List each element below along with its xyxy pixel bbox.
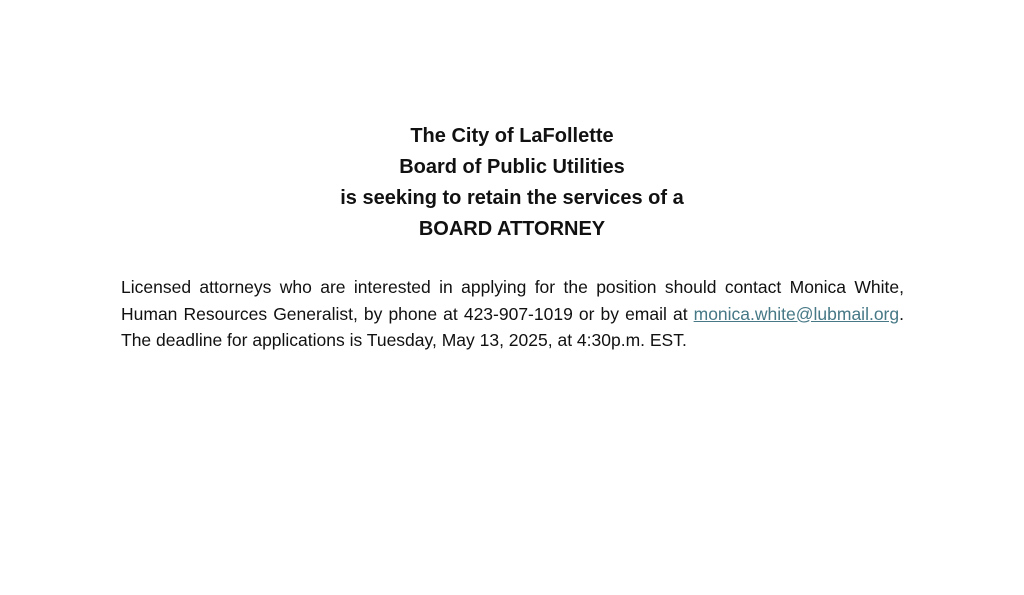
heading-seeking-text: is seeking to retain the services of a [340,187,684,209]
announcement-heading [0,121,1024,245]
body-text-intro: Licensed attorneys who are interested in applying for the position should contact Monica White, Human Resources Generalist, by phone at 423-907-1019 or by email at [121,277,904,324]
heading-position-title: BOARD ATTORNEY [418,218,606,240]
heading-board-name: Board of Public Utilities [399,156,625,178]
body-text-deadline: . The deadline for applications is Tuesday, May 13, 2025, at 4:30p.m. EST. [121,303,904,350]
announcement-body [121,274,904,354]
contact-email-link[interactable]: monica.white@lubmail.org [693,303,900,324]
heading-city-name: The City of LaFollette [410,125,614,147]
